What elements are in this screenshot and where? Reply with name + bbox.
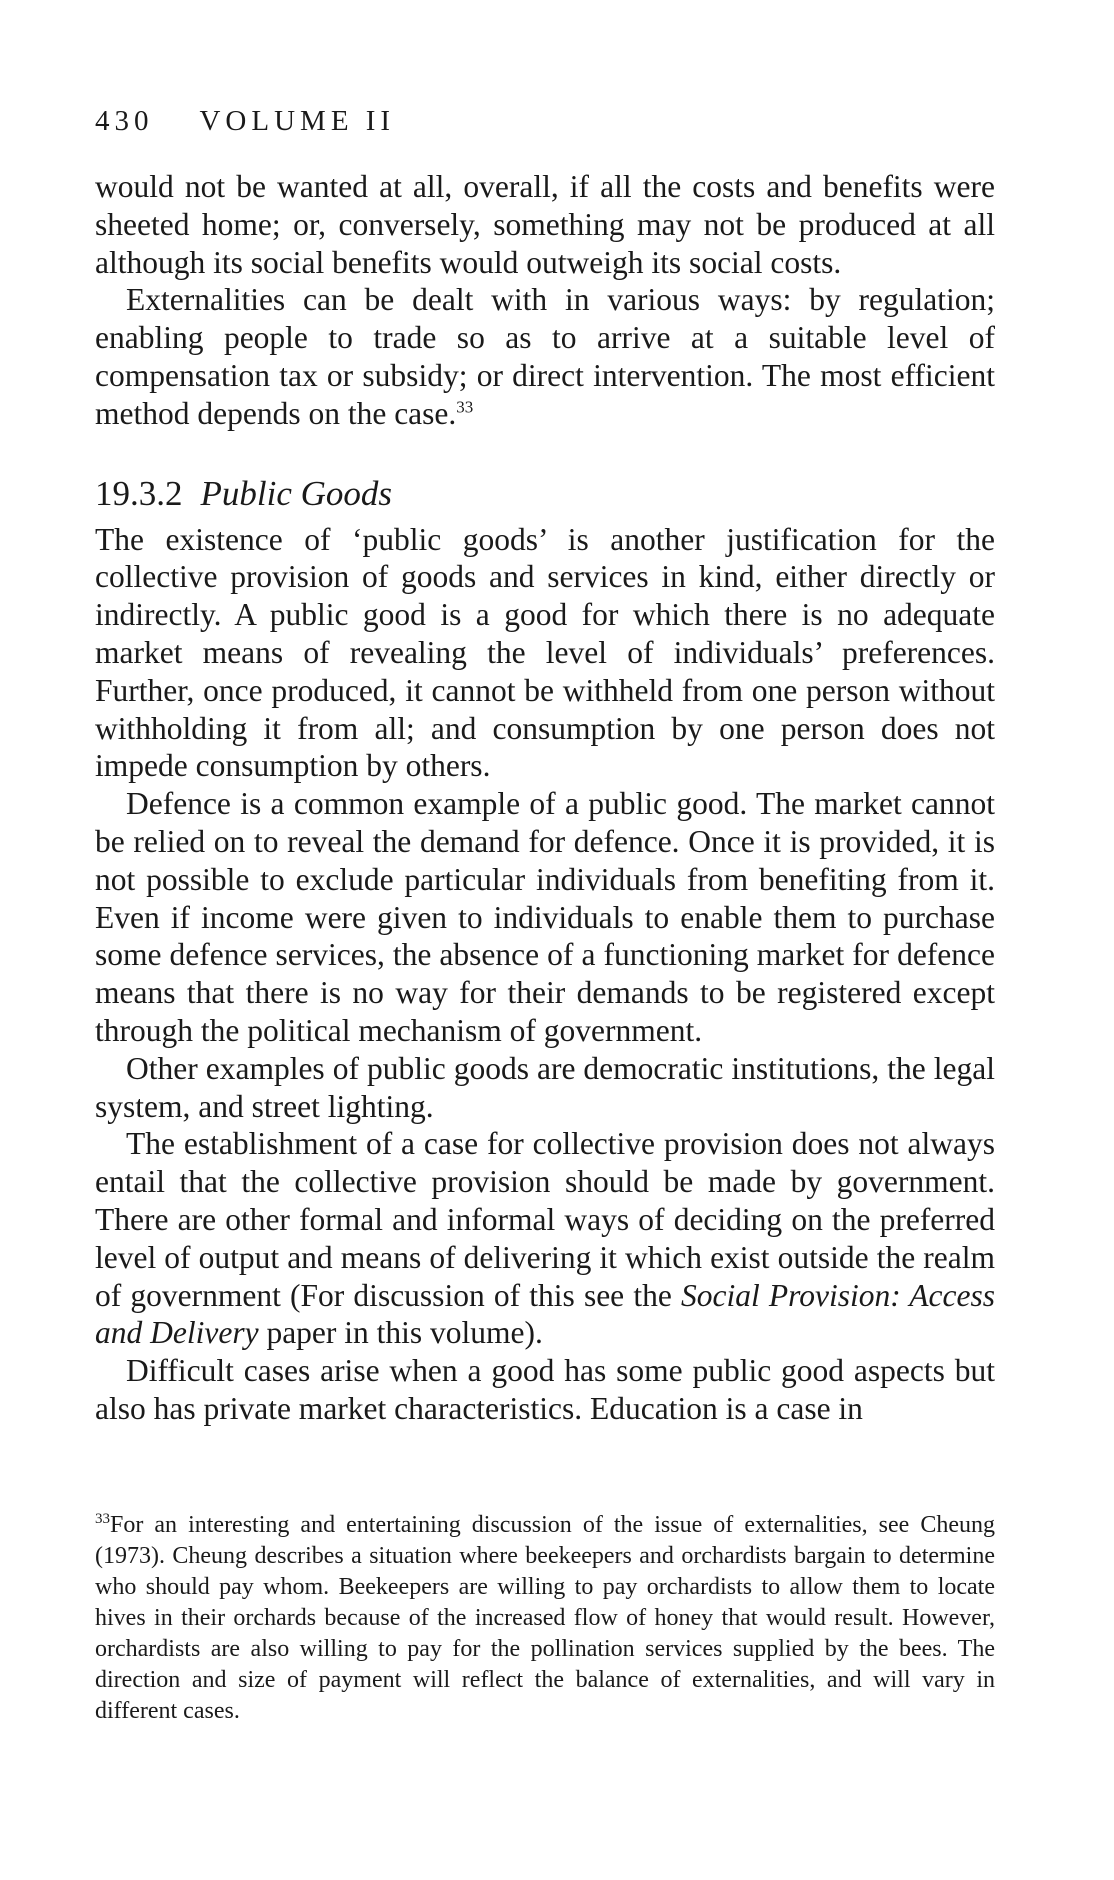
paragraph-externalities-text: Externalities can be dealt with in various ways: by regulation; enabling people to trade so as to arrive at a suitable level of compensation tax or subsidy; or direct intervention. The most efficient method depends on the case. [95, 282, 995, 431]
section-title: Public Goods [200, 473, 393, 513]
paragraph-continuation: would not be wanted at all, overall, if all the costs and benefits were sheeted home; or, conversely, something may not be produced at all although its social benefits would outweigh its social costs. [95, 169, 995, 280]
paragraph-establishment [95, 1125, 995, 1352]
page-number: 430 [95, 105, 154, 137]
paragraph-establishment-after: paper in this volume). [258, 1315, 543, 1351]
footnote-reference: 33 [456, 397, 474, 417]
paragraph-externalities [95, 281, 995, 432]
paragraph-difficult-cases: Difficult cases arise when a good has some public good aspects but also has private market characteristics. Education is a case in [95, 1353, 995, 1426]
section-heading [95, 473, 995, 515]
paper-title-italic: Social Provision: Access and Delivery [95, 1277, 995, 1351]
section-number: 19.3.2 [95, 473, 183, 513]
volume-label: VOLUME II [199, 105, 396, 137]
footnote-text: For an interesting and entertaining discussion of the issue of externalities, see Cheung (1973). Cheung describes a situation where beekeepers and orchardists bargain to determine who should pay whom. Beekeepers are willing to pay orchardists to allow them to locate hives in their orchards because of the increased flow of honey that would result. However, orchardists are also willing to pay for the pollination services supplied by the bees. The direction and size of payment will reflect the balance of externalities, and will vary in different cases. [95, 1512, 995, 1724]
paragraph-other-examples: Other examples of public goods are democratic institutions, the legal system, and street lighting. [95, 1050, 995, 1124]
running-head [95, 105, 395, 138]
paragraph-establishment-before: The establishment of a case for collective provision does not always entail that the collective provision should be made by government. There are other formal and informal ways of deciding on the preferred level of output and means of delivering it which exist outside the realm of government (For discussion of this see the [95, 1126, 995, 1313]
footnote-number: 33 [95, 1511, 110, 1527]
paragraph-defence-example: Defence is a common example of a public good. The market cannot be relied on to reveal the demand for defence. Once it is provided, it is not possible to exclude particular individuals from benefiting from it. Even if income were given to individuals to enable them to purchase some defence services, the absence of a functioning market for defence means that there is no way for their demands to be registered except through the political mechanism of government. [95, 786, 995, 1048]
main-text [95, 168, 995, 1428]
paragraph-public-goods-definition: The existence of ‘public goods’ is another justification for the collective provision of goods and services in kind, either directly or indirectly. A public good is a good for which there is no adequate market means of revealing the level of individuals’ preferences. Further, once produced, it cannot be withheld from one person without withholding it from all; and consumption by one person does not impede consumption by others. [95, 521, 995, 784]
footnote [95, 1510, 995, 1727]
